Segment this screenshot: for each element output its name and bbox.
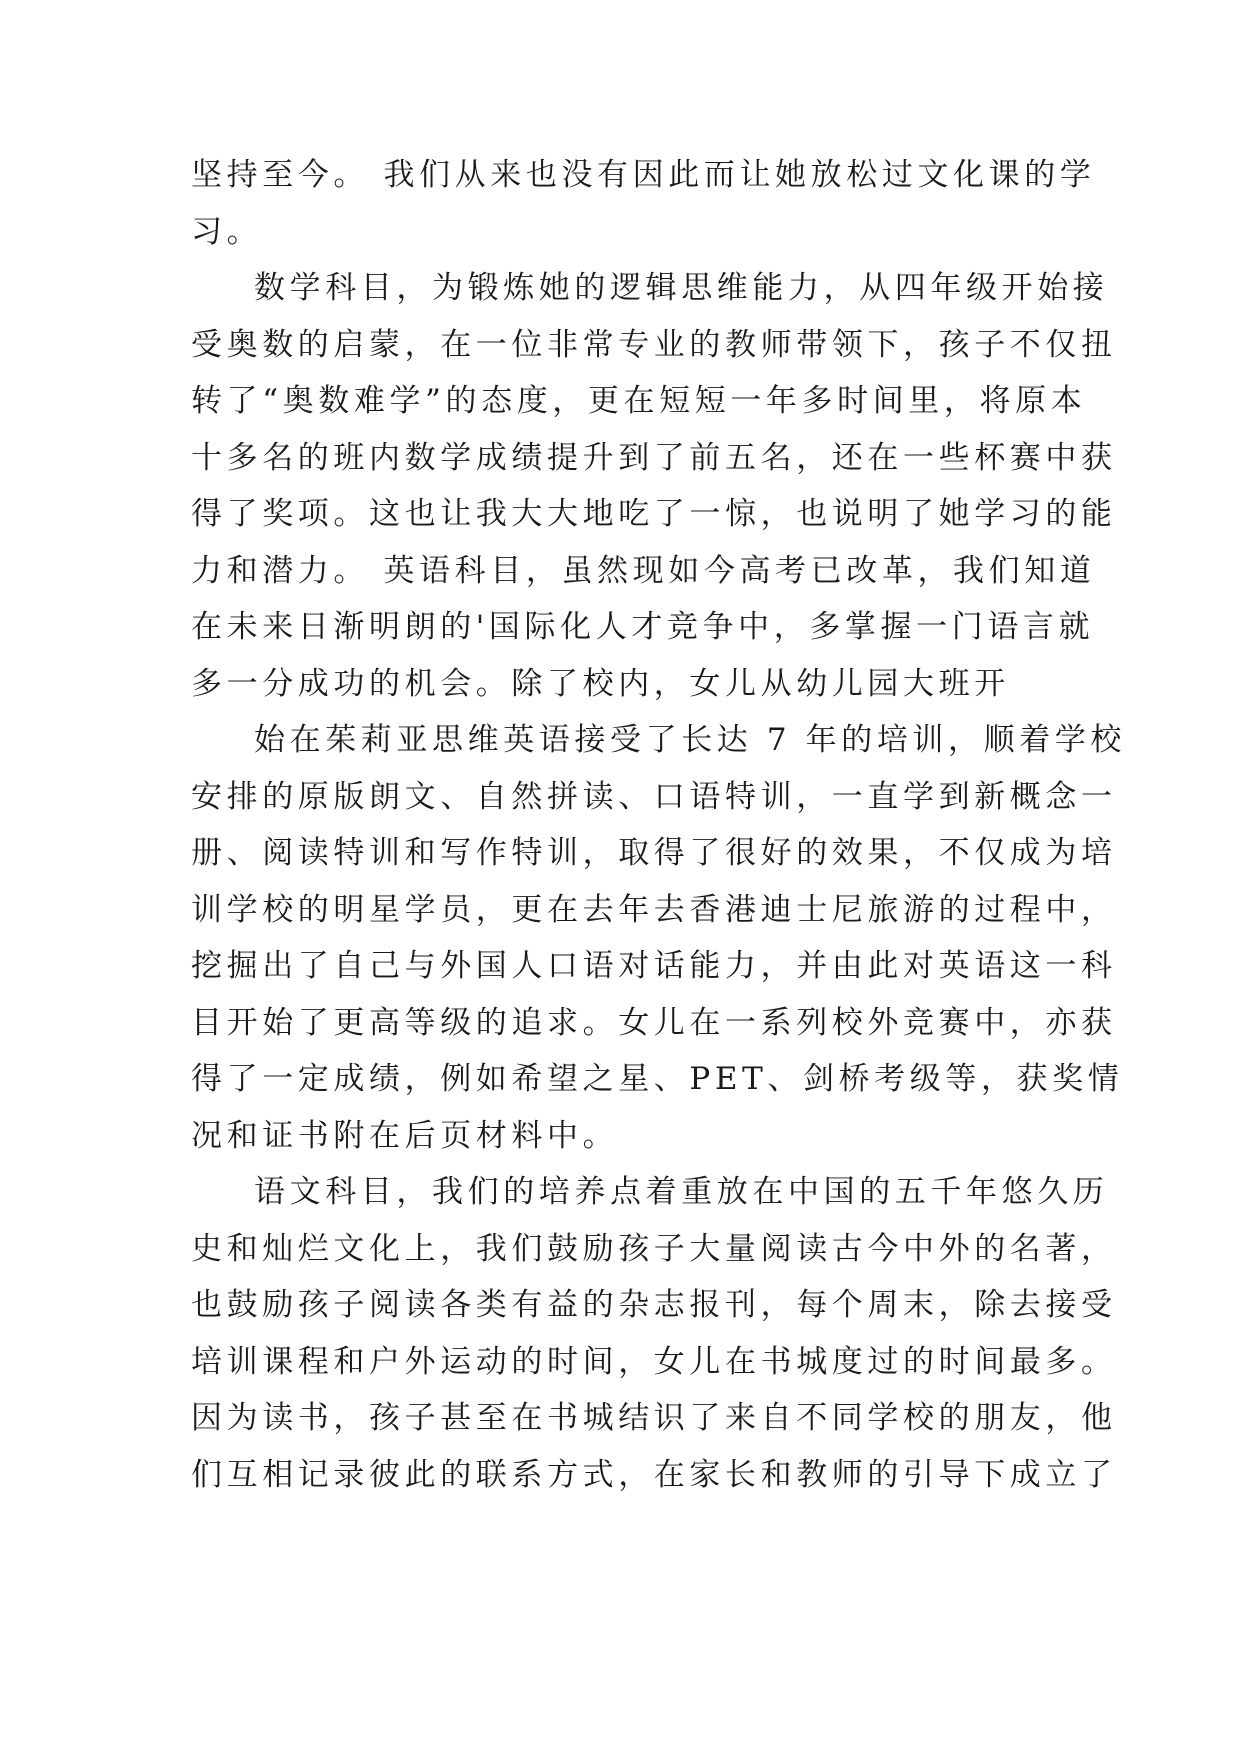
text-line: 们互相记录彼此的联系方式，在家长和教师的引导下成立了	[191, 1457, 1117, 1493]
text-line: 培训课程和户外运动的时间，女儿在书城度过的时间最多。	[191, 1344, 1117, 1380]
text-line: 册、阅读特训和写作特训，取得了很好的效果，不仅成为培	[191, 835, 1117, 871]
paragraph-start-line: 语文科目，我们的培养点着重放在中国的五千年悠久历	[254, 1174, 1109, 1210]
text-line: 多一分成功的机会。除了校内，女儿从幼儿园大班开	[191, 666, 1010, 702]
text-line: 坚持至今。 我们从来也没有因此而让她放松过文化课的学	[191, 157, 1096, 193]
text-line: 史和灿烂文化上，我们鼓励孩子大量阅读古今中外的名著，	[191, 1231, 1117, 1267]
text-line: 在未来日渐明朗的'国际化人才竞争中，多掌握一门语言就	[191, 609, 1095, 645]
text-line: 因为读书，孩子甚至在书城结识了来自不同学校的朋友，他	[191, 1400, 1117, 1436]
text-line: 得了奖项。这也让我大大地吃了一惊，也说明了她学习的能	[191, 496, 1117, 532]
text-line: 况和证书附在后页材料中。	[191, 1118, 619, 1154]
text-line: 挖掘出了自己与外国人口语对话能力，并由此对英语这一科	[191, 948, 1117, 984]
text-line: 得了一定成绩，例如希望之星、PET、剑桥考级等，获奖情	[191, 1061, 1124, 1097]
text-line: 也鼓励孩子阅读各类有益的杂志报刊，每个周末，除去接受	[191, 1287, 1117, 1323]
text-line: 目开始了更高等级的追求。女儿在一系列校外竞赛中，亦获	[191, 1005, 1117, 1041]
text-line: 安排的原版朗文、自然拼读、口语特训，一直学到新概念一	[191, 779, 1117, 815]
text-line: 受奥数的启蒙，在一位非常专业的教师带领下，孩子不仅扭	[191, 327, 1117, 363]
text-line: 十多名的班内数学成绩提升到了前五名，还在一些杯赛中获	[191, 440, 1117, 476]
text-line: 力和潜力。 英语科目，虽然现如今高考已改革，我们知道	[191, 553, 1096, 589]
text-line: 转了“奥数难学”的态度，更在短短一年多时间里，将原本	[191, 383, 1087, 419]
paragraph-start-line: 始在茱莉亚思维英语接受了长达 7 年的培训，顺着学校	[254, 722, 1127, 758]
text-line: 习。	[191, 214, 263, 250]
paragraph-start-line: 数学科目，为锻炼她的逻辑思维能力，从四年级开始接	[254, 270, 1109, 306]
text-line: 训学校的明星学员，更在去年去香港迪士尼旅游的过程中，	[191, 892, 1117, 928]
